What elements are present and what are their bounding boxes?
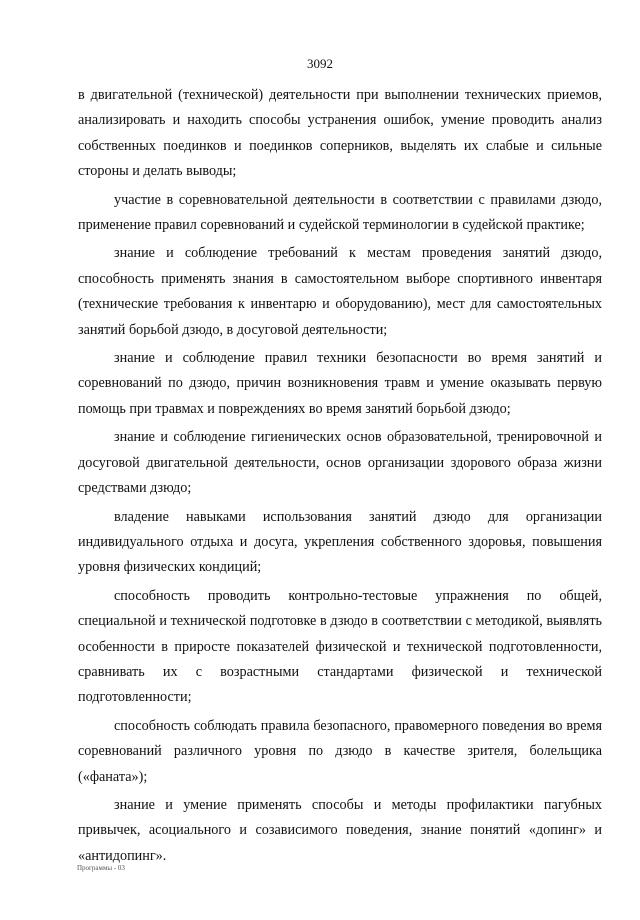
paragraph-doping-prevention: знание и умение применять способы и методы профилактики пагубных привычек, асоциального и созависимого поведения, знание понятий «допинг» и «антидопинг». bbox=[78, 796, 602, 864]
body-text bbox=[78, 83, 602, 872]
paragraph-continuation: в двигательной (технической) деятельности при выполнении технических приемов, анализировать и находить способы устранения ошибок, умение проводить анализ собственных поединков и поединков соперников, выделять их слабые и сильные стороны и делать выводы; bbox=[78, 87, 602, 180]
paragraph-spectator-behavior: способность соблюдать правила безопасного, правомерного поведения во время соревнований различного уровня по дзюдо в качестве зрителя, болельщика («фаната»); bbox=[78, 717, 602, 785]
paragraph-competition-participation: участие в соревновательной деятельности в соответствии с правилами дзюдо, применение правил соревнований и судейской терминологии в судейской практике; bbox=[78, 191, 602, 234]
paragraph-hygiene: знание и соблюдение гигиенических основ образовательной, тренировочной и досуговой двигательной деятельности, основ организации здорового образа жизни средствами дзюдо; bbox=[78, 429, 602, 497]
paragraph-safety-rules: знание и соблюдение правил техники безопасности во время занятий и соревнований по дзюдо, причин возникновения травм и умение оказывать первую помощь при травмах и повреждениях во время занятий борьбой дзюдо; bbox=[78, 350, 602, 417]
paragraph-control-tests: способность проводить контрольно-тестовые упражнения по общей, специальной и технической подготовке в дзюдо в соответствии с методикой, выявлять особенности в приросте показателей физической и технической подготовленности, сравнивать их с возрастными стандартами физической и технической подготовленности; bbox=[78, 587, 602, 706]
page-footer: Программы - 03 bbox=[77, 864, 125, 872]
paragraph-training-places: знание и соблюдение требований к местам проведения занятий дзюдо, способность применять знания в самостоятельном выборе спортивного инвентаря (технические требования к инвентарю и оборудованию), мест для самостоятельных занятий борьбой дзюдо, в досуговой деятельности; bbox=[78, 245, 602, 338]
page-number: 3092 bbox=[307, 56, 333, 71]
paragraph-leisure-skills: владение навыками использования занятий дзюдо для организации индивидуального отдыха и досуга, укрепления собственного здоровья, повышения уровня физических кондиций; bbox=[78, 508, 602, 576]
